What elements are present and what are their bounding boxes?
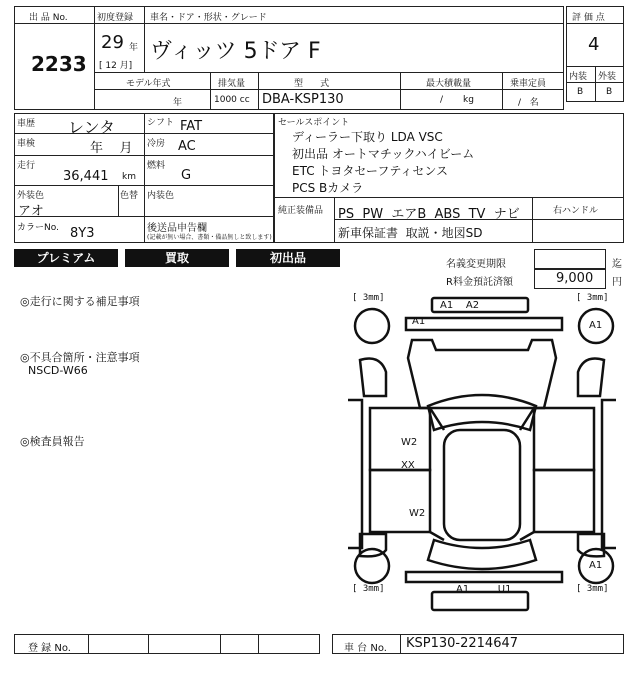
- dent-size-top-right: [ 3mm]: [576, 293, 609, 303]
- model-year-label: モデル年式: [126, 79, 171, 89]
- front-bumper-marks: A1 A2: [440, 300, 480, 311]
- equipment-label: 純正装備品: [278, 206, 324, 216]
- steering: 右ハンドル: [553, 206, 599, 216]
- reg-year-unit: 年: [129, 43, 139, 53]
- documents: 新車保証書 取説・地図SD: [338, 226, 483, 240]
- interior-label: 内装: [569, 72, 588, 82]
- mileage: 36,441: [63, 169, 109, 184]
- ac-label: 冷房: [147, 139, 166, 149]
- recycle-label: R料金預託済額: [446, 277, 513, 288]
- displacement: 1000 cc: [214, 95, 250, 105]
- mileage-label: 走行: [17, 161, 36, 171]
- capacity-label: 乗車定員: [510, 79, 547, 89]
- rear-right-fender: [578, 534, 604, 556]
- fuel: G: [181, 168, 192, 183]
- badge-first-listing: 初出品: [236, 249, 340, 267]
- left-rear-door-mark: W2: [409, 508, 426, 519]
- sales-line-4: PCS Bカメラ: [292, 181, 364, 195]
- load: / kg: [440, 95, 474, 105]
- hood: [408, 340, 556, 408]
- roof: [444, 430, 520, 540]
- inspection: 年 月: [90, 141, 133, 156]
- dent-size-bottom-left: [ 3mm]: [352, 584, 385, 594]
- badge-purchase: 買取: [125, 249, 229, 267]
- rear-window: [428, 540, 536, 569]
- displacement-label: 排気量: [218, 79, 246, 89]
- windshield: [428, 395, 536, 430]
- front-lip: [406, 318, 562, 330]
- rear-lip: [406, 572, 562, 582]
- score-label: 評 価 点: [572, 13, 605, 23]
- exterior-label: 外装: [598, 72, 617, 82]
- ext-color: アオ: [18, 204, 44, 219]
- rear-bumper-marks: A1 U1: [456, 584, 512, 595]
- type-label: 型 式: [294, 79, 330, 89]
- defects-value: NSCD-W66: [28, 364, 88, 377]
- equipment-items: PS PW エアB ABS TV ナビ: [338, 207, 520, 222]
- rear-right-wheel-mark: A1: [589, 560, 603, 571]
- rear-left-fender: [360, 534, 386, 556]
- exterior-grade: B: [606, 87, 613, 97]
- history-label: 車歴: [17, 119, 36, 129]
- score-value: 4: [588, 34, 600, 55]
- color-change-label: 色替: [120, 191, 139, 201]
- reg-year: 29: [101, 32, 124, 53]
- first-reg-label: 初度登録: [97, 13, 134, 23]
- lot-label: 出 品 No.: [29, 13, 68, 23]
- sales-line-2: 初出品 オートマチックハイビーム: [292, 147, 475, 161]
- left-door-mark-2: XX: [401, 460, 415, 471]
- dent-size-top-left: [ 3mm]: [352, 293, 385, 303]
- front-left-mark: A1: [412, 316, 426, 327]
- color-no: 8Y3: [70, 226, 95, 241]
- model-type: DBA-KSP130: [262, 92, 344, 107]
- capacity: / 名: [518, 98, 539, 108]
- wheel-front-left: [355, 309, 389, 343]
- reg-month: [ 12 月]: [99, 61, 133, 71]
- inspector-report-label: ◎検査員報告: [20, 435, 85, 448]
- name-change-label: 名義変更期限: [446, 259, 506, 270]
- badge-premium: プレミアム: [14, 249, 118, 267]
- sales-line-3: ETC トヨタセーフティセンス: [292, 164, 449, 178]
- color-no-label: カラーNo.: [17, 223, 59, 233]
- car-name: ヴィッツ 5ドア F: [150, 39, 321, 64]
- right-rear-door: [534, 470, 594, 532]
- car-diagram: [340, 288, 624, 628]
- inspection-label: 車検: [17, 139, 36, 149]
- warranty-label: 後送品申告欄: [147, 223, 207, 234]
- recycle-value: 9,000: [556, 271, 594, 286]
- left-front-door: [370, 408, 430, 470]
- model-year-unit: 年: [173, 98, 183, 108]
- shift-label: シフト: [147, 118, 175, 128]
- mileage-unit: km: [122, 172, 136, 182]
- front-right-wheel-mark: A1: [589, 320, 603, 331]
- interior-grade: B: [577, 87, 584, 97]
- int-color-label: 内装色: [147, 191, 175, 201]
- front-left-fender: [360, 359, 386, 397]
- driving-notes-label: ◎走行に関する補足事項: [20, 295, 140, 308]
- chassis-label: 車 台 No.: [344, 643, 387, 654]
- registration-label: 登 録 No.: [28, 643, 71, 654]
- shift: FAT: [180, 119, 203, 134]
- fuel-label: 燃料: [147, 161, 166, 171]
- chassis-number: KSP130-2214647: [406, 636, 519, 651]
- lot-number: 2233: [31, 52, 87, 76]
- defects-label: ◎不具合箇所・注意事項: [20, 351, 140, 364]
- sales-label: セールスポイント: [278, 118, 350, 128]
- name-change-unit: 迄: [612, 259, 622, 270]
- car-name-label: 車名・ドア・形状・グレード: [150, 13, 267, 23]
- sales-line-1: ディーラー下取り LDA VSC: [292, 130, 443, 144]
- dent-size-bottom-right: [ 3mm]: [576, 584, 609, 594]
- recycle-unit: 円: [612, 277, 622, 288]
- name-change-field: [534, 249, 606, 269]
- ac: AC: [178, 139, 196, 154]
- left-rear-door: [370, 470, 430, 532]
- front-right-fender: [578, 359, 604, 397]
- left-front-door-mark: W2: [401, 437, 418, 448]
- warranty-note: (記載が無い場合、書類・備品無しと致します): [147, 234, 272, 241]
- load-label: 最大積載量: [426, 79, 472, 89]
- ext-color-label: 外装色: [17, 191, 45, 201]
- history: レンタ: [68, 118, 115, 137]
- right-front-door: [534, 408, 594, 470]
